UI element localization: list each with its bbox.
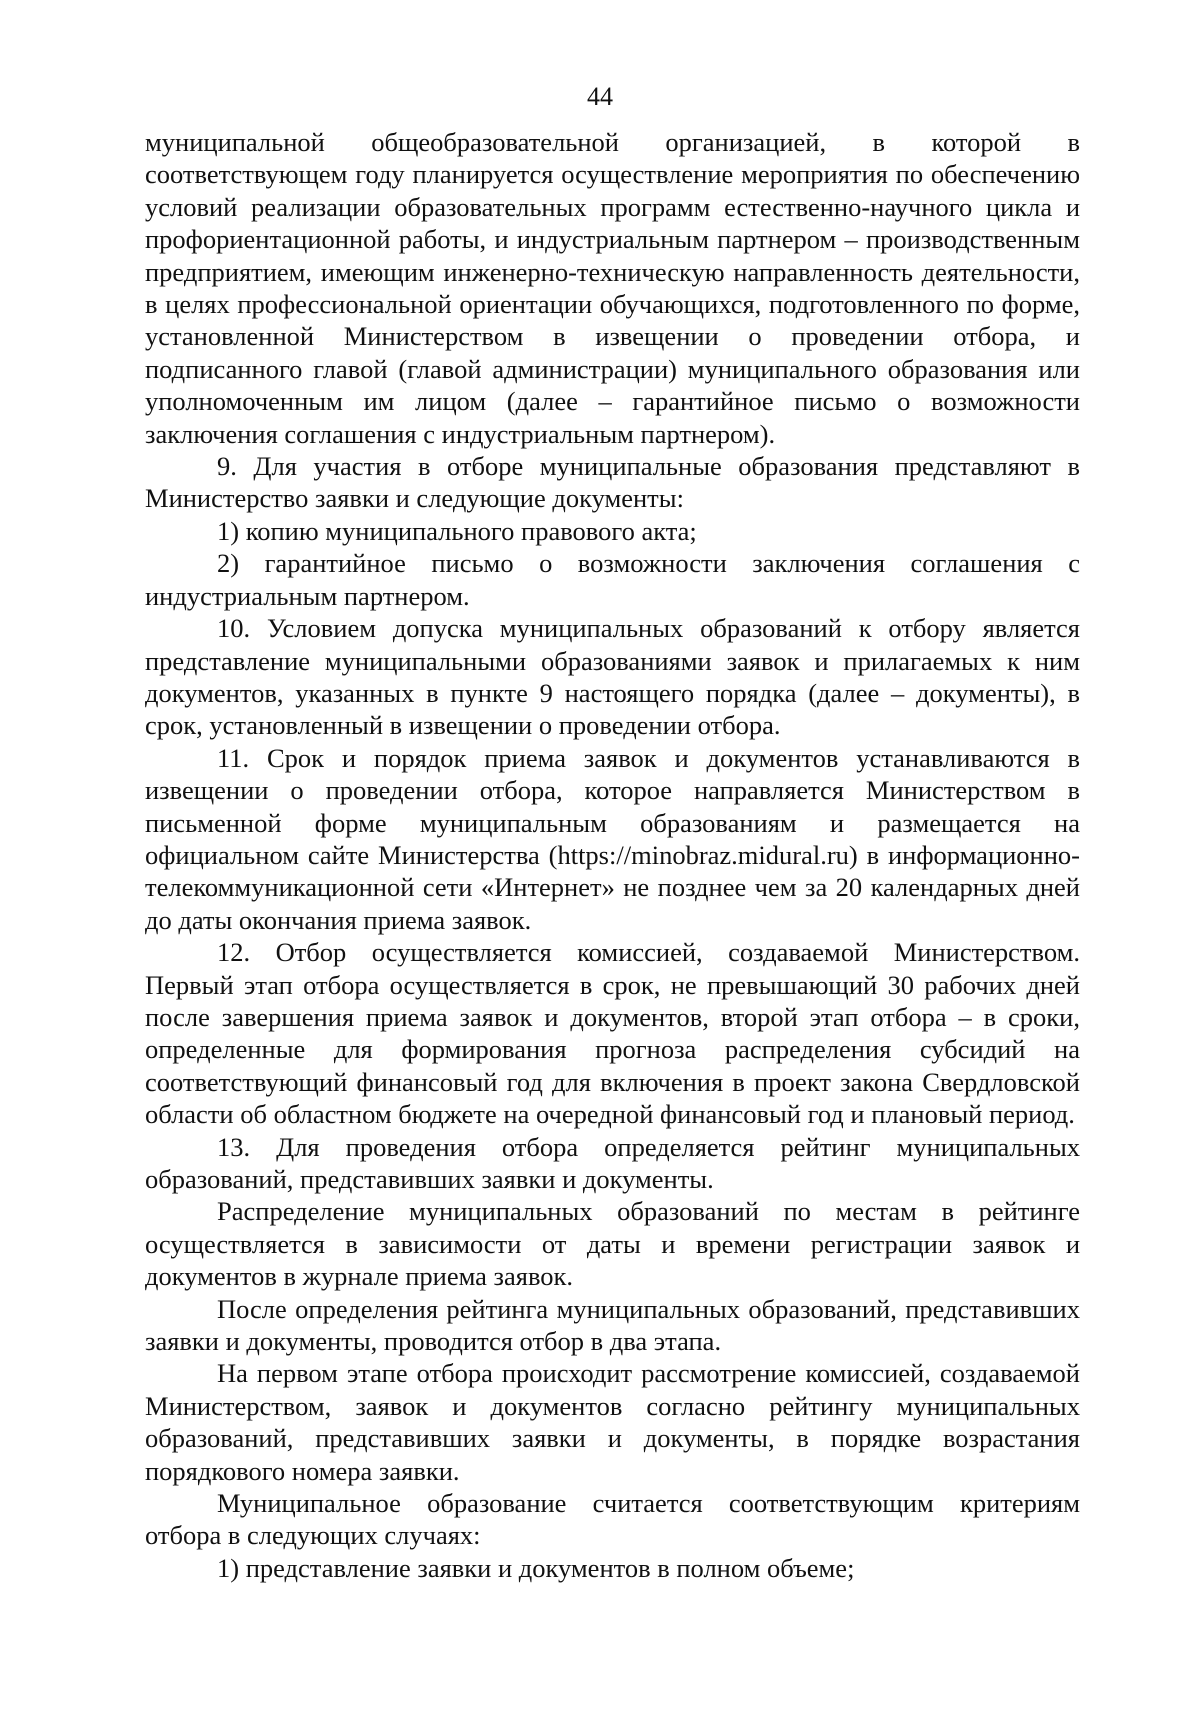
paragraph-two-stages: После определения рейтинга муниципальных образований, представивших заявки и документы, проводится отбор в два этапа. xyxy=(145,1293,1080,1357)
paragraph-criteria-1: 1) представление заявки и документов в полном объеме; xyxy=(217,1552,855,1583)
paragraph-item-12: 12. Отбор осуществляется комиссией, создаваемой Министерством. Первый этап отбора осуществляется в срок, не превышающий 30 рабочих дней после завершения приема заявок и документов, второй этап отбора – в сроки, определенные для формирования прогноза распределения субсидий на соответствующий финансовый год для включения в проект закона Свердловской области об областном бюджете на очередной финансовый год и плановый период. xyxy=(145,937,1080,1130)
paragraph-rating-distribution: Распределение муниципальных образований по местам в рейтинге осуществляется в зависимости от даты и времени регистрации заявок и документов в журнале приема заявок. xyxy=(145,1196,1080,1292)
paragraph-item-13: 13. Для проведения отбора определяется рейтинг муниципальных образований, представивших заявки и документы. xyxy=(145,1131,1080,1194)
paragraph-item-9: 9. Для участия в отборе муниципальные образования представляют в Министерство заявки и следующие документы: xyxy=(145,451,1080,514)
paragraph-criteria-intro: Муниципальное образование считается соответствующим критериям отбора в следующих случаях: xyxy=(145,1488,1080,1551)
paragraph-continuation: муниципальной общеобразовательной организацией, в которой в соответствующем году планируется осуществление мероприятия по обеспечению условий реализации образовательных программ естественно-научного цикла и профориентационной работы, и индустриальным партнером – производственным предприятием, имеющим инженерно-техническую направленность деятельности, в целях профессиональной ориентации обучающихся, подготовленного по форме, установленной Министерством в извещении о проведении отбора, и подписанного главой (главой администрации) муниципального образования или уполномоченным им лицом (далее – гарантийное письмо о возможности заключения соглашения с индустриальным партнером). xyxy=(145,127,1080,449)
paragraph-first-stage: На первом этапе отбора происходит рассмотрение комиссией, создаваемой Министерством, заявок и документов согласно рейтингу муниципальных образований, представивших заявки и документы, в порядке возрастания порядкового номера заявки. xyxy=(145,1358,1080,1486)
page-number: 44 xyxy=(587,82,613,111)
paragraph-item-11: 11. Срок и порядок приема заявок и документов устанавливаются в извещении о проведении отбора, которое направляется Министерством в письменной форме муниципальным образованиям и размещается на официальном сайте Министерства (https://minobraz.midural.ru) в информационно-телекоммуникационной сети «Интернет» не позднее чем за 20 календарных дней до даты окончания приема заявок. xyxy=(145,742,1080,935)
paragraph-item-10: 10. Условием допуска муниципальных образований к отбору является представление муниципальными образованиями заявок и прилагаемых к ним документов, указанных в пункте 9 настоящего порядка (далее – документы), в срок, установленный в извещении о проведении отбора. xyxy=(145,613,1080,741)
document-body xyxy=(145,126,1080,1584)
paragraph-item-9-2: 2) гарантийное письмо о возможности заключения соглашения с индустриальным партнером. xyxy=(145,548,1080,611)
paragraph-item-9-1: 1) копию муниципального правового акта; xyxy=(217,515,697,546)
